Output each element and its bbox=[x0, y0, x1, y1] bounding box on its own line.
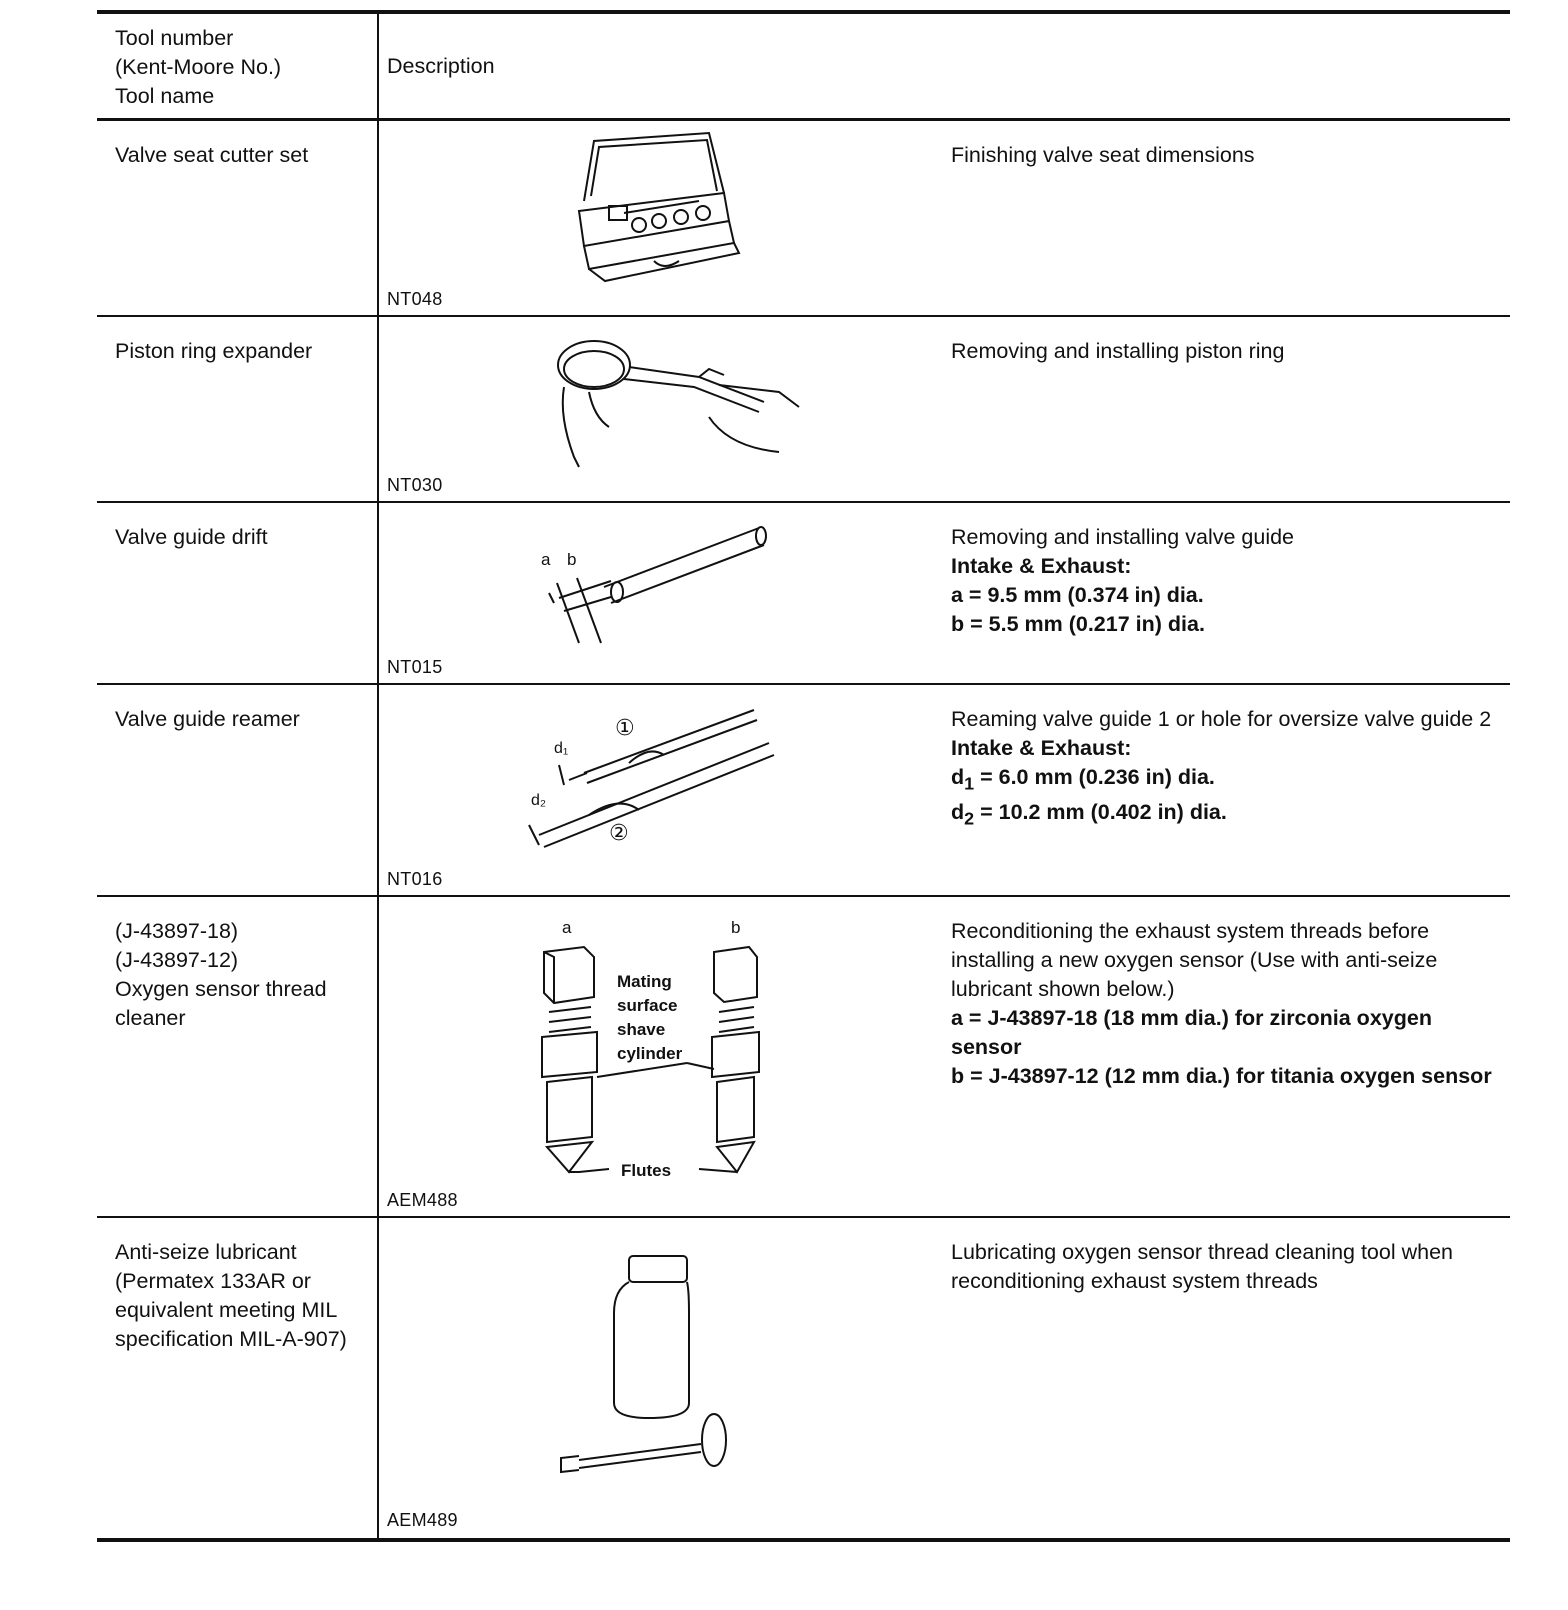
tool-description bbox=[951, 141, 1506, 170]
figure-label-b: b bbox=[567, 550, 577, 569]
header-row bbox=[97, 14, 1510, 119]
table-row bbox=[97, 317, 1510, 503]
table-row bbox=[97, 1218, 1510, 1540]
figure-label-d2: d₂ bbox=[531, 792, 547, 809]
tool-description bbox=[951, 705, 1506, 834]
description-text: Reaming valve guide 1 or hole for oversize valve guide 2 bbox=[951, 707, 1492, 731]
figure-label-1: ① bbox=[615, 715, 635, 740]
piston-ring-expander-figure bbox=[379, 317, 939, 503]
tool-name: Piston ring expander bbox=[115, 339, 313, 363]
description-bold-text: b = 5.5 mm (0.217 in) dia. bbox=[951, 612, 1205, 636]
figure-label-a: a bbox=[562, 918, 572, 937]
figure-label-surface: surface bbox=[617, 996, 678, 1015]
description-text: Lubricating oxygen sensor thread cleaning tool when reconditioning exhaust system threads bbox=[951, 1240, 1453, 1293]
description-text: Removing and installing valve guide bbox=[951, 525, 1295, 549]
figure-label-flutes: Flutes bbox=[621, 1161, 672, 1180]
d1-spec: $d_1 = 6.0$ mm (0.236 in) dia. bbox=[951, 765, 1215, 794]
valve-guide-reamer-figure bbox=[379, 685, 939, 897]
tool-name: Valve guide drift bbox=[115, 525, 268, 549]
table-row bbox=[97, 685, 1510, 897]
description-text: Removing and installing piston ring bbox=[951, 339, 1285, 363]
tool-name: (J-43897-18) (J-43897-12) Oxygen sensor thread cleaner bbox=[115, 919, 327, 1030]
anti-seize-lubricant-figure bbox=[379, 1218, 939, 1540]
figure-label-cylinder: cylinder bbox=[617, 1044, 683, 1063]
oxygen-sensor-thread-cleaner-figure bbox=[379, 897, 939, 1218]
figure-label-mating: Mating bbox=[617, 972, 672, 991]
figure-label-b: b bbox=[731, 918, 741, 937]
description-text: Finishing valve seat dimensions bbox=[951, 143, 1255, 167]
description-bold-text: a = J-43897-18 (18 mm dia.) for zirconia oxygen sensor bbox=[951, 1006, 1432, 1059]
description-column-header: Description bbox=[387, 54, 495, 78]
figure-label-a: a bbox=[541, 550, 551, 569]
figure-code: NT048 bbox=[387, 289, 443, 309]
table-row bbox=[97, 897, 1510, 1218]
figure-code: NT030 bbox=[387, 475, 443, 495]
table-bottom-rule bbox=[97, 1538, 1510, 1542]
valve-seat-cutter-case-figure bbox=[379, 121, 939, 317]
figure-code: AEM488 bbox=[387, 1190, 458, 1210]
column-divider bbox=[377, 14, 379, 119]
figure-label-shave: shave bbox=[617, 1020, 666, 1039]
tool-description bbox=[951, 917, 1506, 1091]
tool-name: Anti-seize lubricant (Permatex 133AR or equivalent meeting MIL specification MIL-A-907) bbox=[115, 1240, 347, 1351]
figure-code: AEM489 bbox=[387, 1510, 458, 1530]
description-bold-text: a = 9.5 mm (0.374 in) dia. bbox=[951, 583, 1204, 607]
tool-name: Valve guide reamer bbox=[115, 707, 300, 731]
tool-description bbox=[951, 523, 1506, 639]
tool-name: Valve seat cutter set bbox=[115, 143, 309, 167]
description-bold-text: Intake & Exhaust: bbox=[951, 736, 1132, 760]
figure-code: NT015 bbox=[387, 657, 443, 677]
description-bold-text: b = J-43897-12 (12 mm dia.) for titania oxygen sensor bbox=[951, 1064, 1492, 1088]
description-bold-text: Intake & Exhaust: bbox=[951, 554, 1132, 578]
table-row bbox=[97, 121, 1510, 317]
figure-label-d1: d₁ bbox=[554, 740, 569, 757]
tool-description bbox=[951, 337, 1506, 366]
tool-column-header: Tool number (Kent-Moore No.) Tool name bbox=[115, 26, 282, 108]
valve-guide-drift-figure bbox=[379, 503, 939, 685]
figure-code: NT016 bbox=[387, 869, 443, 889]
figure-label-2: ② bbox=[609, 820, 629, 845]
description-text: Reconditioning the exhaust system threads before installing a new oxygen sensor (Use with anti-seize lubricant shown below.) bbox=[951, 919, 1438, 1001]
d2-spec: $d_2 = 10.2$ mm (0.402 in) dia. bbox=[951, 800, 1227, 829]
table-row bbox=[97, 503, 1510, 685]
tool-description bbox=[951, 1238, 1506, 1296]
